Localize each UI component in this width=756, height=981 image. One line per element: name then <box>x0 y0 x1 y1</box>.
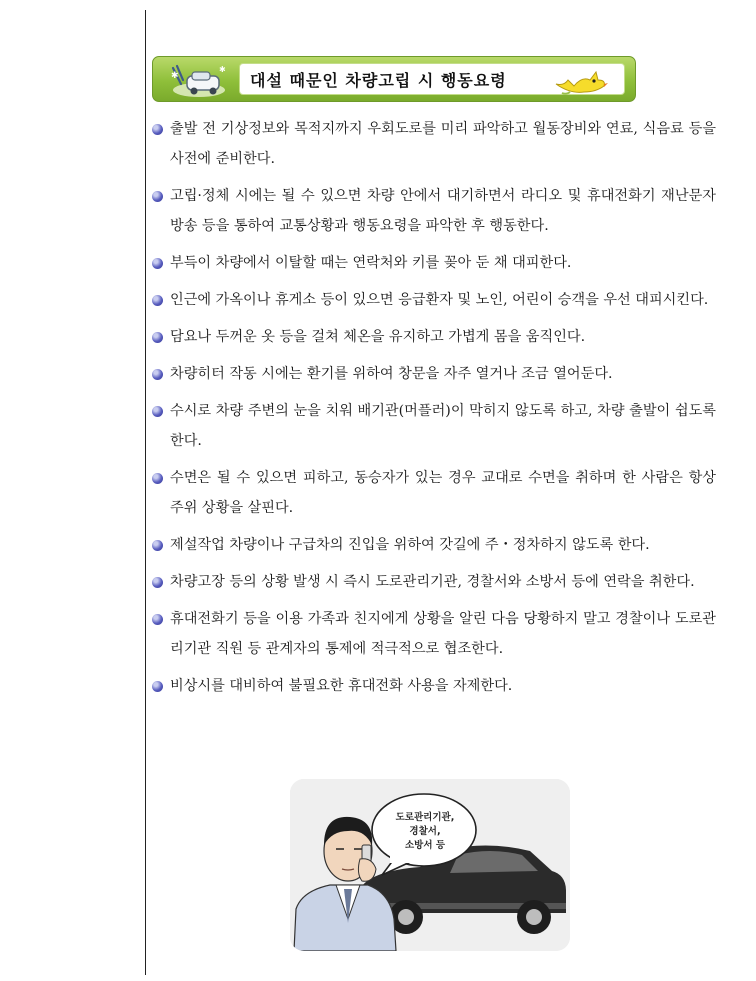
bullet-icon <box>152 473 163 484</box>
list-item <box>150 604 716 664</box>
bullet-icon <box>152 332 163 343</box>
item-text: 출발 전 기상정보와 목적지까지 우회도로를 미리 파악하고 월동장비와 연료, 식음료 등을 사전에 준비한다. <box>170 121 716 167</box>
yellow-bird-icon <box>552 66 608 96</box>
item-text: 담요나 두꺼운 옷 등을 걸쳐 체온을 유지하고 가볍게 몸을 움직인다. <box>170 329 586 345</box>
speech-bubble-line: 도로관리기관, <box>395 812 455 823</box>
section-title: 대설 때문인 차량고립 시 행동요령 <box>250 70 507 90</box>
bullet-icon <box>152 258 163 269</box>
list-item <box>150 322 716 352</box>
list-item <box>150 248 716 278</box>
list-item <box>150 530 716 560</box>
item-text: 비상시를 대비하여 불필요한 휴대전화 사용을 자제한다. <box>170 678 513 694</box>
bullet-icon <box>152 295 163 306</box>
bullet-icon <box>152 369 163 380</box>
section-banner <box>152 56 636 102</box>
bullet-icon <box>152 406 163 417</box>
speech-bubble <box>380 811 470 853</box>
svg-text:✱: ✱ <box>171 71 179 81</box>
list-item <box>150 671 716 701</box>
bullet-icon <box>152 681 163 692</box>
item-text: 차량히터 작동 시에는 환기를 위하여 창문을 자주 열거나 조금 열어둔다. <box>170 366 613 382</box>
svg-text:✱: ✱ <box>219 65 226 74</box>
item-text: 제설작업 차량이나 구급차의 진입을 위하여 갓길에 주・정차하지 않도록 한다. <box>170 537 650 553</box>
bullet-icon <box>152 614 163 625</box>
item-text: 부득이 차량에서 이탈할 때는 연락처와 키를 꽂아 둔 채 대피한다. <box>170 255 572 271</box>
item-text: 인근에 가옥이나 휴게소 등이 있으면 응급환자 및 노인, 어린이 승객을 우선 대피시킨다. <box>170 292 709 308</box>
margin-rule <box>145 10 146 975</box>
bullet-icon <box>152 540 163 551</box>
bullet-icon <box>152 191 163 202</box>
speech-bubble-line: 소방서 등 <box>404 840 445 851</box>
list-item <box>150 396 716 456</box>
item-text: 차량고장 등의 상황 발생 시 즉시 도로관리기관, 경찰서와 소방서 등에 연락을 취한다. <box>170 574 695 590</box>
list-item <box>150 181 716 241</box>
list-item <box>150 114 716 174</box>
list-item <box>150 567 716 597</box>
instruction-list <box>150 114 716 708</box>
item-text: 수시로 차량 주변의 눈을 치워 배기관(머플러)이 막히지 않도록 하고, 차량 출발이 쉽도록 한다. <box>170 403 716 449</box>
bullet-icon <box>152 577 163 588</box>
bullet-icon <box>152 124 163 135</box>
list-item <box>150 463 716 523</box>
item-text: 수면은 될 수 있으면 피하고, 동승자가 있는 경우 교대로 수면을 취하며 한 사람은 항상 주위 상황을 살핀다. <box>170 470 716 516</box>
man-with-phone-and-car-image <box>290 779 570 951</box>
item-text: 고립·정체 시에는 될 수 있으면 차량 안에서 대기하면서 라디오 및 휴대전화기 재난문자방송 등을 통하여 교통상황과 행동요령을 파악한 후 행동한다. <box>170 188 716 234</box>
list-item <box>150 359 716 389</box>
list-item <box>150 285 716 315</box>
banner-title-box <box>239 63 625 95</box>
speech-bubble-line: 경찰서, <box>409 826 441 837</box>
car-and-snow-icon <box>167 60 231 100</box>
item-text: 휴대전화기 등을 이용 가족과 친지에게 상황을 알린 다음 당황하지 말고 경찰이나 도로관리기관 직원 등 관계자의 통제에 적극적으로 협조한다. <box>170 611 716 657</box>
illustration-man-calling-beside-car <box>290 779 570 951</box>
